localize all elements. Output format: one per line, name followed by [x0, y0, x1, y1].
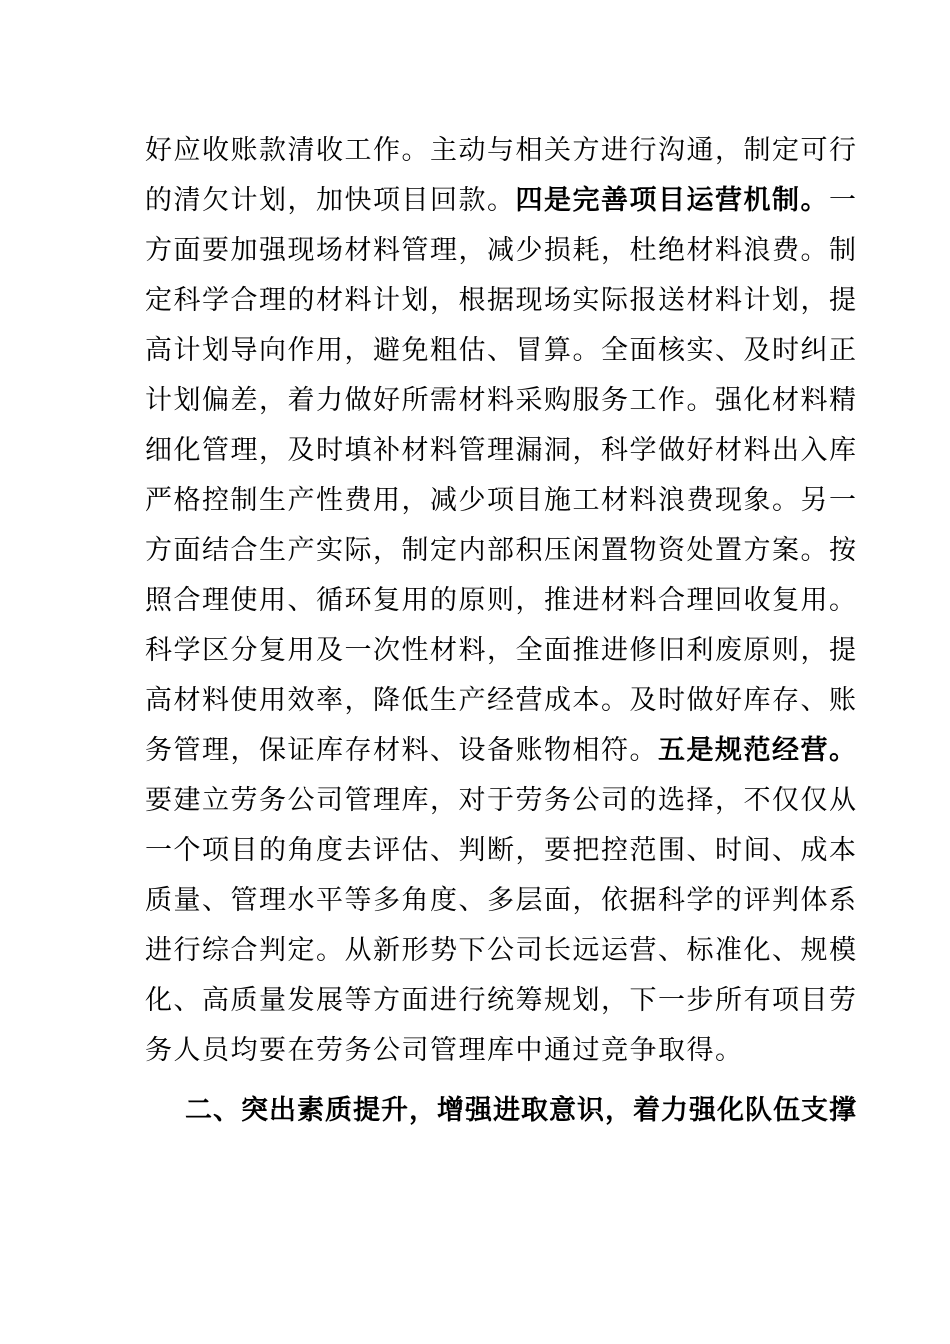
text-run: 科学区分复用及一次性材料，全面推进修旧利废原则，提: [145, 635, 858, 666]
text-line: [145, 631, 858, 671]
text-run: 务人员均要在劳务公司管理库中通过竞争取得。: [145, 1035, 744, 1066]
text-line: [145, 131, 858, 171]
bold-text-run: 五是规范经营。: [658, 735, 858, 766]
text-line: [145, 731, 858, 771]
text-run: 务管理，保证库存材料、设备账物相符。: [145, 735, 658, 766]
text-line: [145, 531, 858, 571]
text-line: [145, 681, 858, 721]
text-line: [145, 281, 858, 321]
text-run: 照合理使用、循环复用的原则，推进材料合理回收复用。: [145, 585, 858, 616]
text-line: [145, 781, 858, 821]
text-line: [145, 231, 858, 271]
section-heading: 二、突出素质提升，增强进取意识，着力强化队伍支撑: [185, 1095, 857, 1126]
text-run: 定科学合理的材料计划，根据现场实际报送材料计划，提: [145, 285, 858, 316]
text-run: 好应收账款清收工作。主动与相关方进行沟通，制定可行: [145, 135, 858, 166]
text-run: 高材料使用效率，降低生产经营成本。及时做好库存、账: [145, 685, 858, 716]
text-line: [145, 481, 858, 521]
text-run: 的清欠计划，加快项目回款。: [145, 185, 516, 216]
text-run: 进行综合判定。从新形势下公司长远运营、标准化、规模: [145, 935, 858, 966]
text-run: 化、高质量发展等方面进行统筹规划，下一步所有项目劳: [145, 985, 858, 1016]
text-line: [145, 981, 858, 1021]
text-line: [145, 881, 858, 921]
text-line: [145, 581, 858, 621]
text-line: [145, 381, 858, 421]
text-run: 质量、管理水平等多角度、多层面，依据科学的评判体系: [145, 885, 858, 916]
bold-text-run: 四是完善项目运营机制。: [515, 185, 829, 216]
text-run: 一个项目的角度去评估、判断，要把控范围、时间、成本: [145, 835, 858, 866]
text-line: [145, 431, 858, 471]
text-run: 一: [829, 185, 858, 216]
text-run: 要建立劳务公司管理库，对于劳务公司的选择，不仅仅从: [145, 785, 858, 816]
text-run: 高计划导向作用，避免粗估、冒算。全面核实、及时纠正: [145, 335, 858, 366]
text-line: [145, 831, 858, 871]
text-run: 计划偏差，着力做好所需材料采购服务工作。强化材料精: [145, 385, 858, 416]
text-run: 方面要加强现场材料管理，减少损耗，杜绝材料浪费。制: [145, 235, 858, 266]
text-run: 细化管理，及时填补材料管理漏洞，科学做好材料出入库: [145, 435, 858, 466]
text-line: [145, 181, 858, 221]
text-run: 方面结合生产实际，制定内部积压闲置物资处置方案。按: [145, 535, 858, 566]
text-line: [145, 1031, 810, 1071]
text-line: [145, 331, 858, 371]
text-line: [145, 931, 858, 971]
text-run: 严格控制生产性费用，减少项目施工材料浪费现象。另一: [145, 485, 858, 516]
